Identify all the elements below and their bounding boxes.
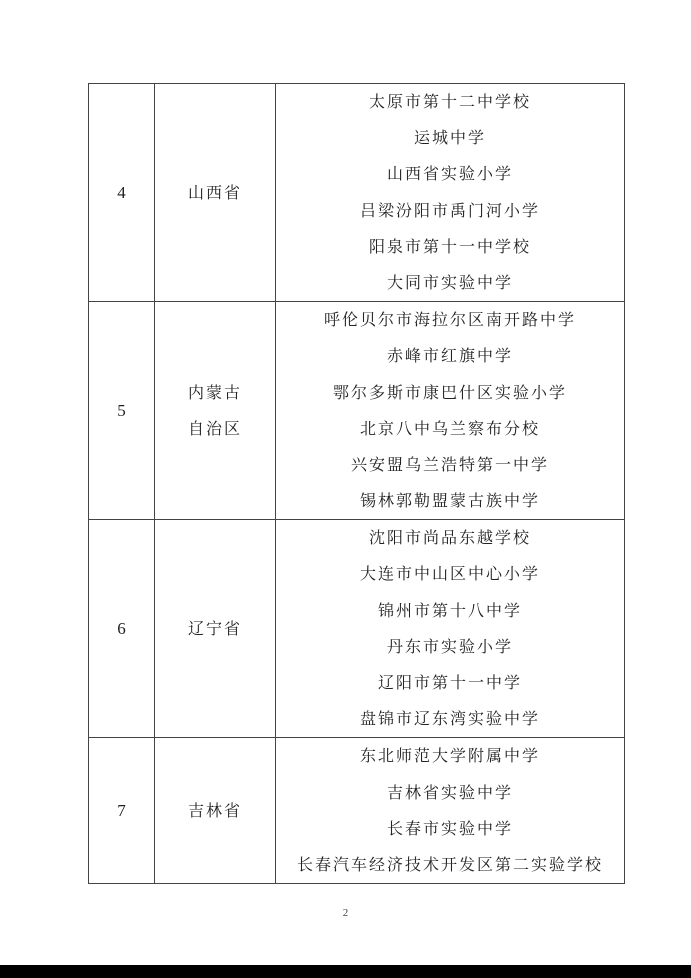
schools-cell: [276, 520, 625, 738]
school-name: 运城中学: [413, 128, 486, 148]
school-name: 阳泉市第十一中学校: [368, 236, 531, 256]
school-name: 北京八中乌兰察布分校: [359, 418, 540, 438]
school-name: 长春汽车经济技术开发区第二实验学校: [296, 854, 603, 874]
province-cell: [155, 302, 276, 520]
school-name: 辽阳市第十一中学: [377, 673, 522, 692]
row-index-cell: 4: [89, 84, 155, 302]
school-name: 东北师范大学附属中学: [359, 746, 540, 766]
school-name: 大连市中山区中心小学: [359, 564, 540, 584]
province-name: 吉林省: [187, 800, 242, 820]
school-name: 锡林郭勒盟蒙古族中学: [359, 491, 540, 511]
row-index-cell: 7: [89, 738, 155, 884]
province-name: 内蒙古: [187, 382, 242, 402]
school-list-table: [88, 83, 625, 884]
bottom-black-bar: [0, 965, 691, 978]
table-row: [89, 84, 625, 302]
table-row: [89, 302, 625, 520]
page-number: 2: [342, 907, 349, 919]
school-name: 大同市实验中学: [386, 272, 513, 292]
province-cell: [155, 84, 276, 302]
school-name: 太原市第十二中学校: [368, 92, 531, 111]
school-name: 吉林省实验中学: [386, 782, 513, 802]
school-name: 丹东市实验小学: [386, 636, 513, 656]
school-name: 鄂尔多斯市康巴什区实验小学: [332, 382, 567, 402]
school-name: 长春市实验中学: [386, 818, 513, 838]
schools-cell: [276, 738, 625, 884]
province-name: 自治区: [187, 418, 242, 438]
province-name: 辽宁省: [187, 618, 242, 638]
school-name: 锦州市第十八中学: [377, 600, 522, 620]
province-cell: [155, 520, 276, 738]
table-row: [89, 520, 625, 738]
table-body: [89, 84, 625, 884]
school-name: 呼伦贝尔市海拉尔区南开路中学: [323, 310, 576, 330]
school-name: 沈阳市尚品东越学校: [368, 528, 531, 548]
table-row: [89, 738, 625, 884]
schools-cell: [276, 302, 625, 520]
row-index-cell: 5: [89, 302, 155, 520]
schools-cell: [276, 84, 625, 302]
school-name: 吕梁汾阳市禹门河小学: [359, 200, 540, 220]
row-index-cell: 6: [89, 520, 155, 738]
school-name: 赤峰市红旗中学: [386, 346, 513, 366]
province-name: 山西省: [187, 182, 242, 202]
school-name: 盘锦市辽东湾实验中学: [359, 709, 540, 729]
school-name: 兴安盟乌兰浩特第一中学: [350, 454, 549, 474]
province-cell: [155, 738, 276, 884]
school-name: 山西省实验小学: [386, 164, 513, 184]
